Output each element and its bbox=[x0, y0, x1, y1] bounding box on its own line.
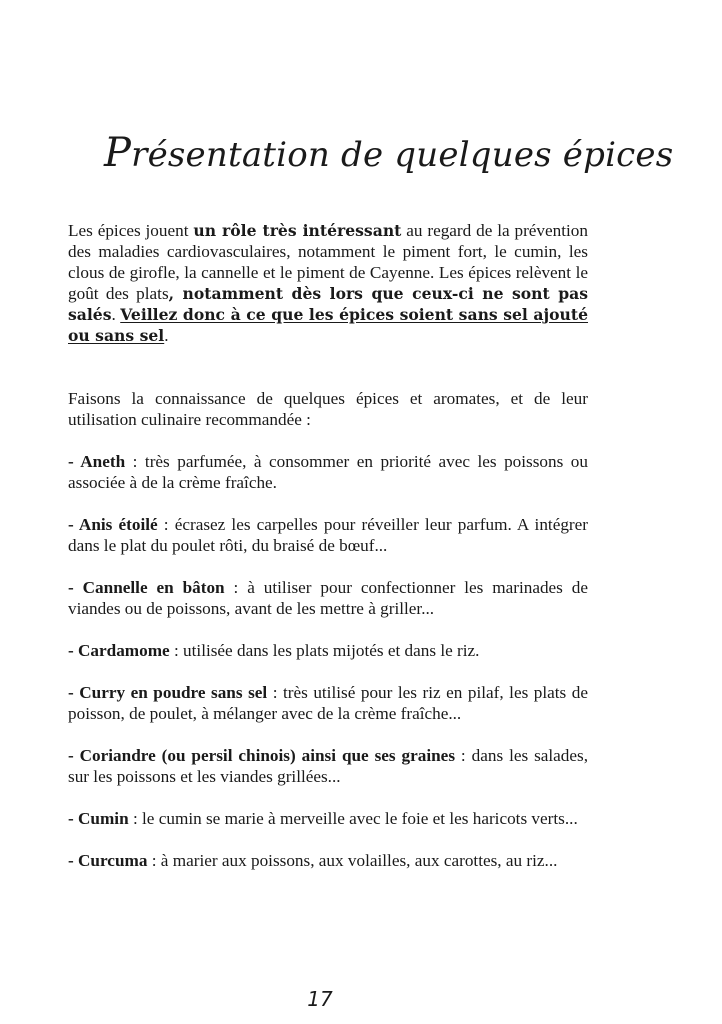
spice-separator: : bbox=[455, 746, 472, 765]
spice-item-curcuma bbox=[68, 850, 588, 871]
spice-separator: : bbox=[157, 515, 175, 534]
spice-name: - Cannelle en bâton bbox=[68, 578, 225, 597]
spice-description: à marier aux poissons, aux volailles, aux carottes, au riz... bbox=[160, 851, 558, 870]
spice-description: très utilisé pour les riz en pilaf, les plats de poisson, de poulet, à mélanger avec de la crème fraîche... bbox=[68, 683, 588, 723]
spice-item-cumin bbox=[68, 808, 588, 829]
page-number: 17 bbox=[307, 987, 333, 1011]
spice-name: - Aneth bbox=[68, 452, 126, 471]
spice-separator: : bbox=[147, 851, 161, 870]
spice-name: - Curcuma bbox=[68, 851, 148, 870]
intro-emphasis-1: un rôle très intéressant bbox=[193, 221, 402, 240]
spice-name: - Cardamome bbox=[68, 641, 170, 660]
spice-separator: : bbox=[169, 641, 184, 660]
spice-description: dans les salades, sur les poissons et les viandes grillées... bbox=[68, 746, 589, 786]
spice-separator: : bbox=[128, 809, 143, 828]
lead-paragraph: Faisons la connaissance de quelques épices et aromates, et de leur utilisation culinaire recommandée : bbox=[68, 389, 588, 429]
spice-name: - Cumin bbox=[68, 809, 129, 828]
intro-text-4: . bbox=[164, 326, 169, 345]
intro-text-2: au regard de la prévention des maladies cardiovasculaires, notamment le piment fort, le cumin, les clous de girofle, la cannelle et le piment de Cayenne. Les épices relèvent le goût des plats bbox=[68, 221, 588, 303]
spice-description: utilisée dans les plats mijotés et dans le riz. bbox=[183, 641, 480, 660]
spice-item-anis-etoile bbox=[68, 514, 588, 556]
spice-description: très parfumée, à consommer en priorité avec les poissons ou associée à de la crème fraîche. bbox=[68, 452, 588, 492]
spice-name: - Coriandre (ou persil chinois) ainsi que ses graines bbox=[68, 746, 456, 765]
spice-item-curry bbox=[68, 682, 588, 724]
spice-name: - Anis étoilé bbox=[68, 515, 158, 534]
spice-item-cardamome bbox=[68, 640, 588, 661]
spice-description: le cumin se marie à merveille avec le foie et les haricots verts... bbox=[142, 809, 578, 828]
spice-name: - Curry en poudre sans sel bbox=[68, 683, 268, 702]
spice-item-coriandre bbox=[68, 745, 588, 787]
intro-paragraph bbox=[68, 220, 588, 346]
intro-text-1: Les épices jouent bbox=[68, 221, 194, 240]
intro-underlined-advice: Veillez donc à ce que les épices soient sans sel ajouté ou sans sel bbox=[68, 305, 589, 345]
spice-description: écrasez les carpelles pour réveiller leur parfum. A intégrer dans le plat du poulet rôti, du braisé de bœuf... bbox=[68, 515, 588, 555]
spice-item-cannelle bbox=[68, 577, 588, 619]
intro-emphasis-2: , notamment dès lors que ceux-ci ne sont pas salés bbox=[68, 284, 588, 324]
spice-separator: : bbox=[125, 452, 145, 471]
spice-item-aneth bbox=[68, 451, 588, 493]
intro-text-3: . bbox=[111, 305, 121, 324]
spice-separator: : bbox=[267, 683, 283, 702]
page-content bbox=[68, 220, 588, 892]
spice-separator: : bbox=[224, 578, 248, 597]
title-rest: résentation de quelques épices bbox=[131, 135, 674, 175]
page-title bbox=[104, 128, 674, 180]
title-initial: P bbox=[104, 130, 132, 176]
spice-description: à utiliser pour confectionner les marinades de viandes ou de poissons, avant de les mettre à griller... bbox=[68, 578, 589, 618]
